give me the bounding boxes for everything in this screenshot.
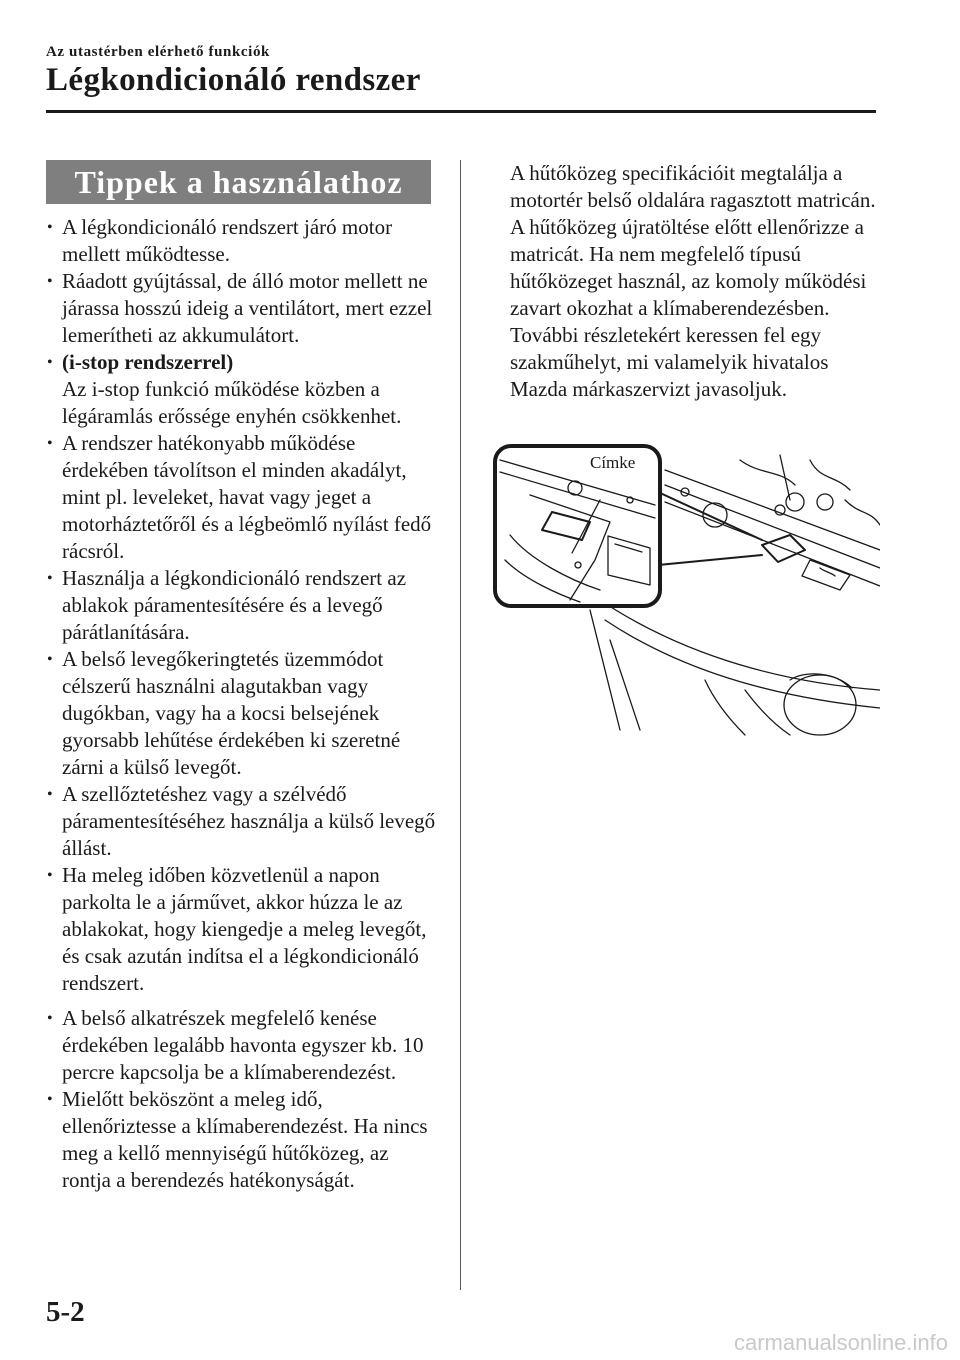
bullet-icon: • — [47, 354, 53, 371]
tip-item — [46, 430, 441, 565]
bullet-icon: • — [47, 570, 53, 587]
bullet-icon: • — [47, 1091, 53, 1108]
tip-item — [46, 862, 441, 997]
column-divider — [460, 160, 461, 1290]
tip-text: Mielőtt beköszönt a meleg idő, ellenőriztesse a klímaberendezést. Ha nincs meg a kellő mennyiségű hűtőközeg, az rontja a berendezés hatékonyságát. — [62, 1087, 428, 1192]
tip-item — [46, 1005, 441, 1086]
tip-text: Használja a légkondicionáló rendszert az ablakok páramentesítésére és a levegő párátlanítására. — [62, 566, 407, 644]
bullet-icon: • — [47, 435, 53, 452]
tip-item — [46, 349, 441, 430]
page-title: Légkondicionáló rendszer — [46, 62, 421, 98]
illustration-callout-label: Címke — [590, 453, 636, 472]
tip-bold-label: (i-stop rendszerrel) — [62, 350, 234, 374]
tips-heading-banner: Tippek a használathoz — [46, 160, 431, 204]
tip-item — [46, 646, 441, 781]
section-kicker: Az utastérben elérhető funkciók — [46, 44, 270, 60]
tip-text: A szellőztetéshez vagy a szélvédő páramentesítéséhez használja a külső levegő állást. — [62, 782, 436, 860]
right-column-text — [510, 160, 885, 403]
engine-bay-illustration — [490, 440, 880, 740]
tips-list — [46, 214, 441, 1194]
refrigerant-paragraph: A hűtőközeg specifikációit megtalálja a motortér belső oldalára ragasztott matricán. A hűtőközeg újratöltése előtt ellenőrizze a matricát. Ha nem megfelelő típusú hűtőközeget használ, az komoly működési zavart okozhat a klímaberendezésben. — [510, 161, 876, 320]
title-rule — [46, 110, 876, 113]
tip-item — [46, 1086, 441, 1194]
tip-item — [46, 781, 441, 862]
tip-text: Ráadott gyújtással, de álló motor mellett ne járassa hosszú ideig a ventilátort, mert ezzel lemerítheti az akkumulátort. — [62, 269, 433, 347]
bullet-icon: • — [47, 219, 53, 236]
tip-text: A rendszer hatékonyabb működése érdekében távolítson el minden akadályt, mint pl. leveleket, havat vagy jeget a motorháztetőről és a légbeömlő nyílást fedő rácsról. — [62, 431, 432, 563]
tip-text: A belső alkatrészek megfelelő kenése érdekében legalább havonta egyszer kb. 10 percre kapcsolja be a klímaberendezést. — [62, 1006, 424, 1084]
bullet-icon: • — [47, 867, 53, 884]
tip-text: Az i-stop funkció működése közben a légáramlás erőssége enyhén csökkenhet. — [62, 377, 402, 428]
tip-item — [46, 565, 441, 646]
bullet-icon: • — [47, 1010, 53, 1027]
bullet-icon: • — [47, 786, 53, 803]
site-watermark: carmanualsonline.info — [733, 1330, 948, 1355]
bullet-icon: • — [47, 273, 53, 290]
tip-text: A légkondicionáló rendszert járó motor mellett működtesse. — [62, 215, 393, 266]
tip-item — [46, 268, 441, 349]
tip-item — [46, 214, 441, 268]
service-paragraph: További részletekért keressen fel egy szakműhelyt, mi valamelyik hivatalos Mazda márkaszervizt javasoljuk. — [510, 323, 829, 401]
tip-text: A belső levegőkeringtetés üzemmódot célszerű használni alagutakban vagy dugókban, vagy ha a kocsi belsejének gyorsabb lehűtése érdekében ki szeretné zárni a külső levegőt. — [62, 647, 401, 779]
page-number: 5-2 — [46, 1296, 85, 1328]
bullet-icon: • — [47, 651, 53, 668]
tip-text: Ha meleg időben közvetlenül a napon parkolta le a járművet, akkor húzza le az ablakokat, hogy kiengedje a meleg levegőt, és csak azután indítsa el a légkondicionáló rendszert. — [62, 863, 427, 995]
